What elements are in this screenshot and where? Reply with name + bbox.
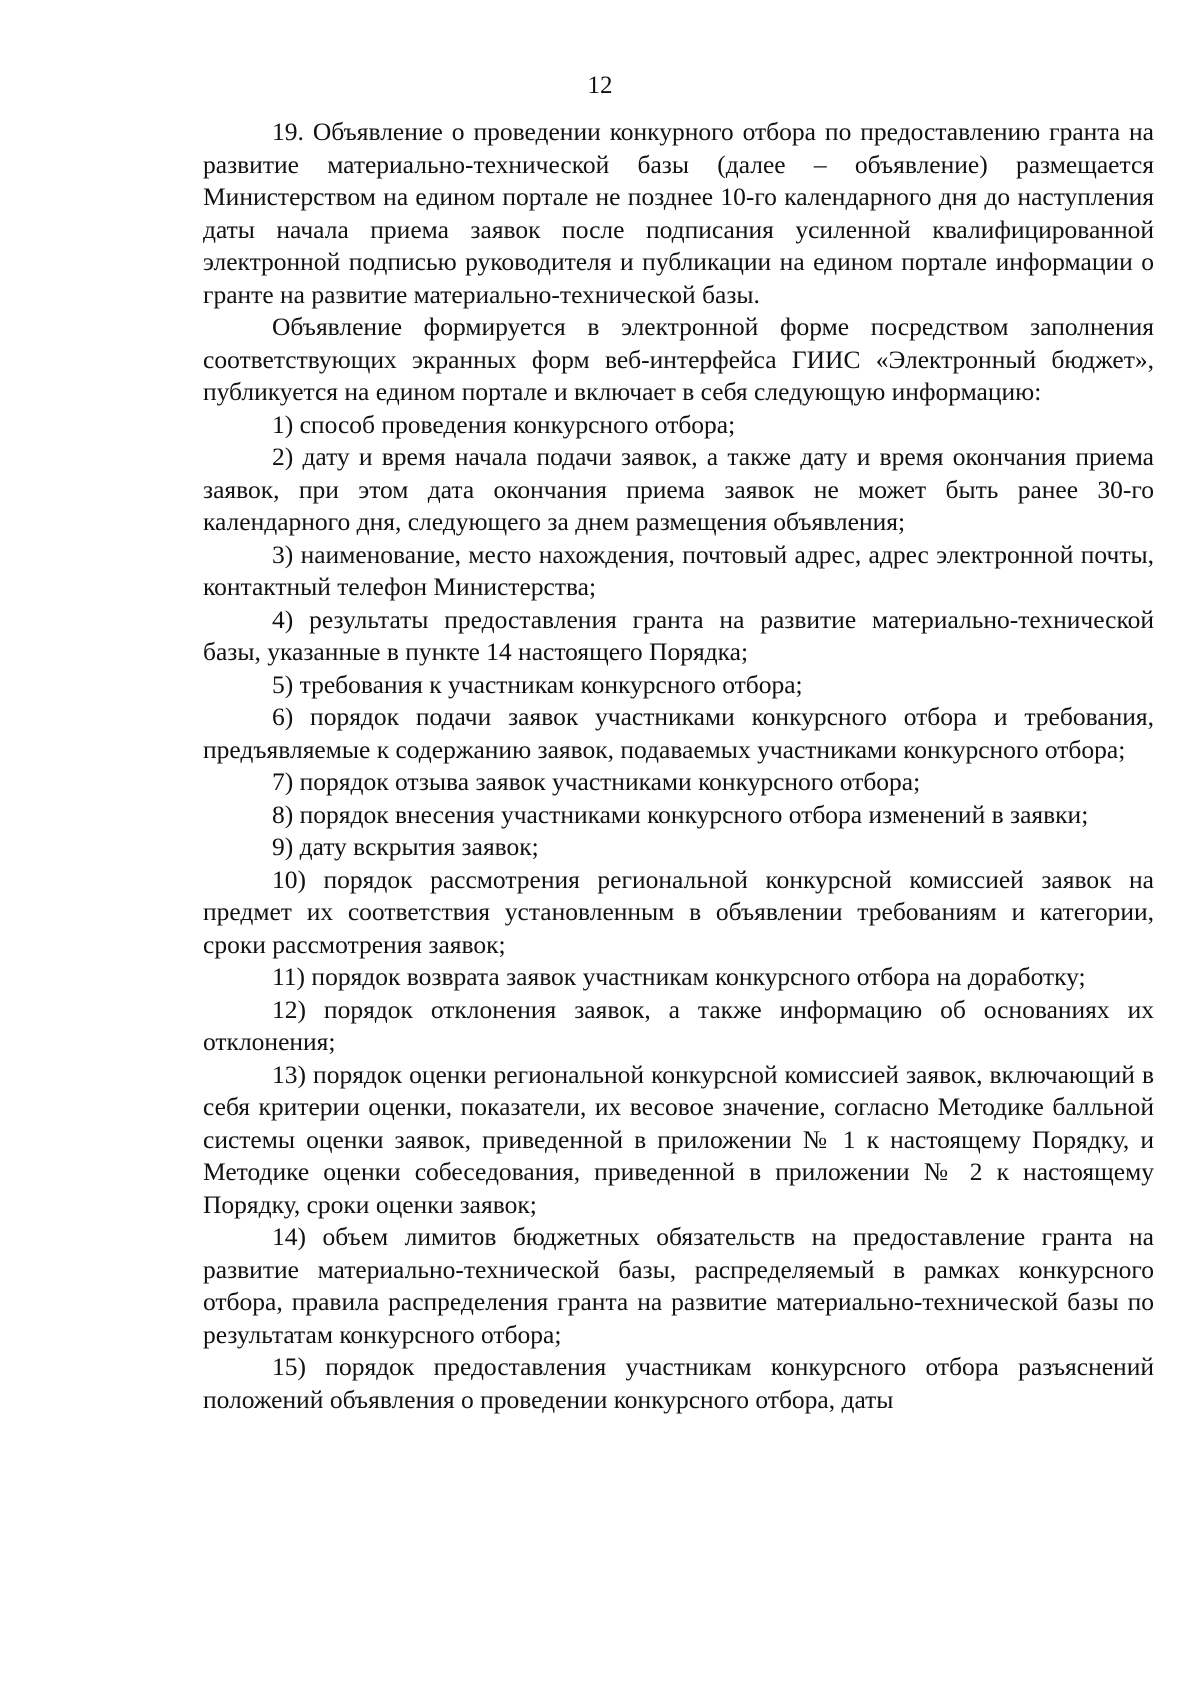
list-item-15: 15) порядок предоставления участникам конкурсного отбора разъяснений положений объявления о проведении конкурсного отбора, даты — [203, 1352, 1154, 1414]
list-item-12: 12) порядок отклонения заявок, а также информацию об основаниях их отклонения; — [203, 994, 1154, 1056]
list-item-2: 2) дату и время начала подачи заявок, а также дату и время окончания приема заявок, при этом дата окончания приема заявок не может быть ранее 30-го календарного дня, следующего за днем размещения объявления; — [203, 442, 1154, 536]
paragraph-item-19: 19. Объявление о проведении конкурного отбора по предоставлению гранта на развитие материально-технической базы (далее – объявление) размещается Министерством на едином портале не позднее 10-го календарного дня до наступления даты начала приема заявок после подписания усиленной квалифицированной электронной подписью руководителя и публикации на едином портале информации о гранте на развитие материально-технической базы. — [203, 117, 1154, 309]
list-item-10: 10) порядок рассмотрения региональной конкурсной комиссией заявок на предмет их соответствия установленным в объявлении требованиям и категории, сроки рассмотрения заявок; — [203, 864, 1154, 959]
list-item-3: 3) наименование, место нахождения, почтовый адрес, адрес электронной почты, контактный телефон Министерства; — [203, 539, 1154, 601]
list-item-1: 1) способ проведения конкурсного отбора; — [272, 409, 736, 439]
paragraph-announcement-intro: Объявление формируется в электронной форме посредством заполнения соответствующих экранных форм веб-интерфейса ГИИС «Электронный бюджет», публикуется на едином портале и включает в себя следующую информацию: — [203, 312, 1154, 406]
page-number: 12 — [587, 72, 613, 99]
list-item-9: 9) дату вскрытия заявок; — [272, 832, 539, 861]
body-text — [203, 116, 1154, 1416]
list-item-8: 8) порядок внесения участниками конкурсного отбора изменений в заявки; — [272, 799, 1089, 829]
list-item-5: 5) требования к участникам конкурсного отбора; — [272, 669, 803, 699]
list-item-13: 13) порядок оценки региональной конкурсной комиссией заявок, включающий в себя критерии оценки, показатели, их весовое значение, согласно Методике балльной системы оценки заявок, приведенной в приложении № 1 к настоящему Порядку, и Методике оценки собеседования, приведенной в приложении № 2 к настоящему Порядку, сроки оценки заявок; — [203, 1059, 1154, 1219]
list-item-4: 4) результаты предоставления гранта на развитие материально-технической базы, указанные в пункте 14 настоящего Порядка; — [203, 604, 1154, 666]
list-item-6: 6) порядок подачи заявок участниками конкурсного отбора и требования, предъявляемые к содержанию заявок, подаваемых участниками конкурсного отбора; — [203, 702, 1154, 764]
list-item-7: 7) порядок отзыва заявок участниками конкурсного отбора; — [272, 767, 921, 796]
list-item-11: 11) порядок возврата заявок участникам конкурсного отбора на доработку; — [272, 962, 1086, 991]
list-item-14: 14) объем лимитов бюджетных обязательств на предоставление гранта на развитие материально-технической базы, распределяемый в рамках конкурсного отбора, правила распределения гранта на развитие материально-технической базы по результатам конкурсного отбора; — [203, 1222, 1154, 1349]
